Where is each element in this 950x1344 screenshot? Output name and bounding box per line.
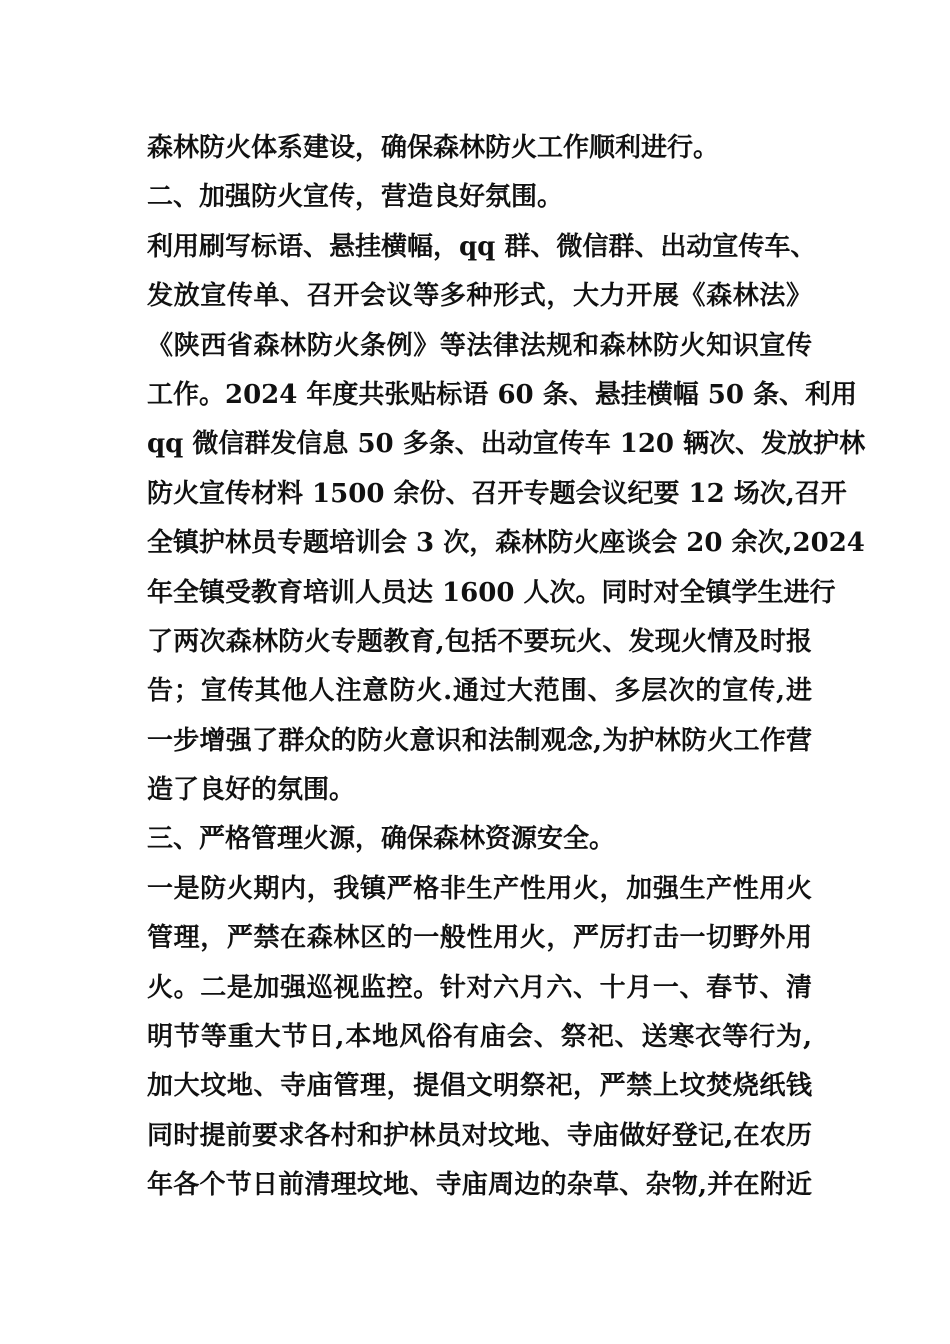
text-line: 造了良好的氛围。 [147, 775, 356, 806]
text-line: 防火宣传材料 1500 余份、召开专题会议纪要 12 场次,召开 [147, 478, 847, 509]
text-line: 同时提前要求各村和护林员对坟地、寺庙做好登记,在农历 [147, 1120, 812, 1151]
text-line: 发放宣传单、召开会议等多种形式，大力开展《森林法》 [147, 281, 812, 312]
text-line: 管理，严禁在森林区的一般性用火，严厉打击一切野外用 [147, 923, 812, 954]
text-line: 火。二是加强巡视监控。针对六月六、十月一、春节、清 [147, 972, 812, 1003]
text-line: 告；宣传其他人注意防火.通过大范围、多层次的宣传,进 [147, 676, 812, 707]
text-line: 年全镇受教育培训人员达 1600 人次。同时对全镇学生进行 [147, 577, 836, 608]
section-heading: 二、加强防火宣传，营造良好氛围。 [147, 182, 564, 213]
text-line: 明节等重大节日,本地风俗有庙会、祭祀、送寒衣等行为, [147, 1022, 812, 1053]
text-line: 全镇护林员专题培训会 3 次，森林防火座谈会 20 余次,2024 [147, 528, 865, 559]
section-heading: 三、严格管理火源，确保森林资源安全。 [147, 824, 616, 855]
text-line: 了两次森林防火专题教育,包括不要玩火、发现火情及时报 [147, 626, 812, 657]
document-body [147, 124, 866, 1211]
text-line: 加大坟地、寺庙管理，提倡文明祭祀，严禁上坟焚烧纸钱 [147, 1071, 812, 1102]
text-line: 《陕西省森林防火条例》等法律法规和森林防火知识宣传 [147, 330, 812, 361]
text-line: 年各个节日前清理坟地、寺庙周边的杂草、杂物,并在附近 [147, 1170, 812, 1201]
text-line: 一是防火期内，我镇严格非生产性用火，加强生产性用火 [147, 873, 812, 904]
text-line: qq 微信群发信息 50 多条、出动宣传车 120 辆次、发放护林 [147, 429, 866, 460]
text-line: 利用刷写标语、悬挂横幅，qq 群、微信群、出动宣传车、 [147, 231, 817, 262]
text-line: 工作。2024 年度共张贴标语 60 条、悬挂横幅 50 条、利用 [147, 379, 857, 410]
text-line: 一步增强了群众的防火意识和法制观念,为护林防火工作营 [147, 725, 812, 756]
text-line: 森林防火体系建设，确保森林防火工作顺利进行。 [147, 133, 720, 163]
